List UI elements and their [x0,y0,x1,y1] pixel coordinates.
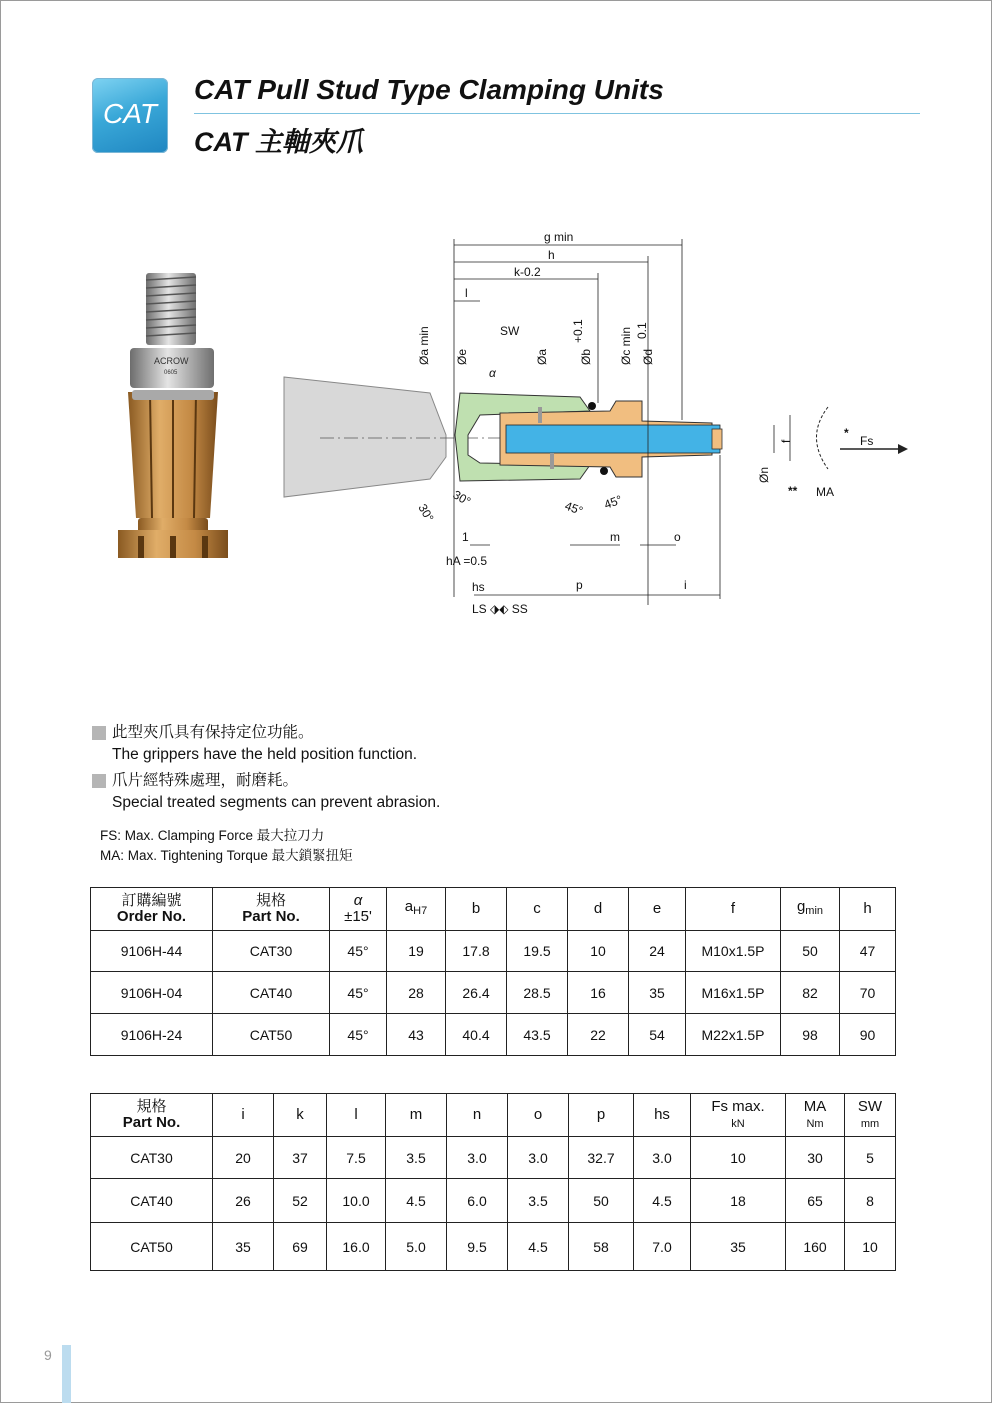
col-part-no: 規格 Part No. [213,888,330,931]
label-ls-ss: LS ⬗⬖ SS [472,602,528,616]
page-marker-bar [62,1345,71,1403]
label-star: * [844,426,849,440]
label-double-star: ** [788,484,798,498]
cell-a: 28 [387,972,446,1014]
table-row [91,931,896,972]
cell-part: CAT40 [91,1179,213,1223]
note-zh: 此型夾爪具有保持定位功能。 [112,724,314,741]
cell-p: 32.7 [569,1137,634,1179]
technical-drawing [280,225,920,625]
logo-text: CAT [103,98,157,129]
label-angle-30-right: 30° [450,487,474,509]
table-row [91,1014,896,1056]
photo-code: 0605 [164,370,178,376]
table-row [91,1179,896,1223]
label-c-min: Øc min [619,326,633,365]
table-row [91,1137,896,1179]
note-en: The grippers have the held position function. [112,746,418,763]
cell-i: 35 [213,1223,274,1271]
page-number: 9 [44,1347,52,1363]
table-row [91,1223,896,1271]
label-f: f [779,439,793,443]
cell-p: 50 [569,1179,634,1223]
table-row [91,972,896,1014]
col-n: n [447,1094,508,1137]
cell-a: 43 [387,1014,446,1056]
label-one: 1 [462,530,469,544]
cell-l: 10.0 [327,1179,386,1223]
cell-ma: 30 [786,1137,845,1179]
cell-g: 50 [781,931,840,972]
cell-ma: 160 [786,1223,845,1271]
col-alpha: α ±15' [330,888,387,931]
col-sw: SW mm [845,1094,896,1137]
col-m: m [386,1094,447,1137]
cell-d: 10 [568,931,629,972]
cell-m: 3.5 [386,1137,447,1179]
page-title: CAT Pull Stud Type Clamping Units [194,74,664,105]
bullet-square-icon [92,774,106,788]
col-h: h [840,888,896,931]
cell-hs: 4.5 [634,1179,691,1223]
label-h: h [548,248,555,262]
cell-d: 16 [568,972,629,1014]
cell-order: 9106H-44 [91,931,213,972]
feature-note [92,722,440,766]
cell-l: 7.5 [327,1137,386,1179]
cell-fs: 18 [691,1179,786,1223]
cell-sw: 8 [845,1179,896,1223]
cell-e: 54 [629,1014,686,1056]
label-ma: MA [816,485,834,499]
cell-k: 69 [274,1223,327,1271]
cell-n: 3.0 [447,1137,508,1179]
label-g-min: g min [544,230,574,244]
cell-i: 26 [213,1179,274,1223]
label-alpha: α [489,366,496,380]
col-fs: Fs max. kN [691,1094,786,1137]
col-hs: hs [634,1094,691,1137]
cell-c: 28.5 [507,972,568,1014]
cell-k: 52 [274,1179,327,1223]
label-n: Øn [757,466,771,483]
col-b: b [446,888,507,931]
col-f: f [686,888,781,931]
cat-logo-badge [92,78,168,153]
col-part-no: 規格 Part No. [91,1094,213,1137]
label-angle-30-left: 30° [415,501,437,525]
col-c: c [507,888,568,931]
cell-e: 35 [629,972,686,1014]
table-header-row [91,888,896,931]
cell-fs: 10 [691,1137,786,1179]
photo-brand: ACROW [154,356,189,366]
cell-part: CAT40 [213,972,330,1014]
note-en: Special treated segments can prevent abrasion. [112,794,441,811]
cell-b: 26.4 [446,972,507,1014]
cell-f: M16x1.5P [686,972,781,1014]
cell-part: CAT50 [213,1014,330,1056]
label-p: p [576,578,583,592]
col-o: o [508,1094,569,1137]
cell-b: 17.8 [446,931,507,972]
label-m: m [610,530,620,544]
col-p: p [569,1094,634,1137]
cell-m: 5.0 [386,1223,447,1271]
cell-b: 40.4 [446,1014,507,1056]
cell-order: 9106H-24 [91,1014,213,1056]
cell-c: 43.5 [507,1014,568,1056]
feature-note [92,770,440,814]
col-l: l [327,1094,386,1137]
cell-sw: 10 [845,1223,896,1271]
cell-e: 24 [629,931,686,972]
col-k: k [274,1094,327,1137]
label-d: Ød [641,348,655,365]
label-e: Øe [455,348,469,365]
cell-d: 22 [568,1014,629,1056]
col-e: e [629,888,686,931]
cell-o: 3.5 [508,1179,569,1223]
cell-k: 37 [274,1137,327,1179]
cell-sw: 5 [845,1137,896,1179]
bullet-square-icon [92,726,106,740]
cell-h: 70 [840,972,896,1014]
cell-a: 19 [387,931,446,972]
label-hs: hs [472,580,485,594]
product-photo [108,268,238,568]
label-angle-45-left: 45° [562,498,585,519]
definition-ma: MA: Max. Tightening Torque 最大鎖緊扭矩 [100,848,353,863]
cell-g: 82 [781,972,840,1014]
table-header-row [91,1094,896,1137]
label-ha: hA =0.5 [446,554,488,568]
label-sw: SW [500,324,520,338]
cell-l: 16.0 [327,1223,386,1271]
label-d-tol: 0.1 [635,322,649,339]
cell-alpha: 45° [330,972,387,1014]
definition-fs: FS: Max. Clamping Force 最大拉刀力 [100,828,325,843]
spec-table-parameters [90,1093,896,1271]
cell-g: 98 [781,1014,840,1056]
note-zh: 爪片經特殊處理，耐磨耗。 [112,772,299,789]
cell-part: CAT30 [91,1137,213,1179]
cell-o: 3.0 [508,1137,569,1179]
page-subtitle: CAT 主軸夾爪 [194,127,363,157]
col-d: d [568,888,629,931]
cell-o: 4.5 [508,1223,569,1271]
cell-part: CAT30 [213,931,330,972]
cell-n: 6.0 [447,1179,508,1223]
label-a-min: Øa min [417,326,431,365]
label-b: Øb [579,348,593,365]
cell-h: 47 [840,931,896,972]
col-i: i [213,1094,274,1137]
cell-hs: 3.0 [634,1137,691,1179]
cell-hs: 7.0 [634,1223,691,1271]
cell-f: M22x1.5P [686,1014,781,1056]
label-l: l [465,286,468,300]
cell-h: 90 [840,1014,896,1056]
col-g: $g_{min}$ [781,888,840,931]
col-order-no: 訂購編號 Order No. [91,888,213,931]
cell-ma: 65 [786,1179,845,1223]
cell-p: 58 [569,1223,634,1271]
cell-f: M10x1.5P [686,931,781,972]
cell-alpha: 45° [330,1014,387,1056]
label-b-tol: +0.1 [571,319,585,343]
feature-notes [92,722,440,814]
spec-table-dimensions [90,887,896,1056]
label-o: o [674,530,681,544]
col-ma: MA Nm [786,1094,845,1137]
col-a: $a_{H7}$ [387,888,446,931]
abbreviation-definitions [100,826,353,866]
cell-fs: 35 [691,1223,786,1271]
cell-part: CAT50 [91,1223,213,1271]
label-fs: Fs [860,434,874,448]
label-i: i [684,578,687,592]
cell-order: 9106H-04 [91,972,213,1014]
cell-m: 4.5 [386,1179,447,1223]
label-angle-45-right: 45° [602,492,625,512]
cell-alpha: 45° [330,931,387,972]
title-divider [194,113,920,114]
label-k: k-0.2 [514,265,541,279]
cell-n: 9.5 [447,1223,508,1271]
cell-c: 19.5 [507,931,568,972]
cell-i: 20 [213,1137,274,1179]
label-a: Øa [535,348,549,365]
